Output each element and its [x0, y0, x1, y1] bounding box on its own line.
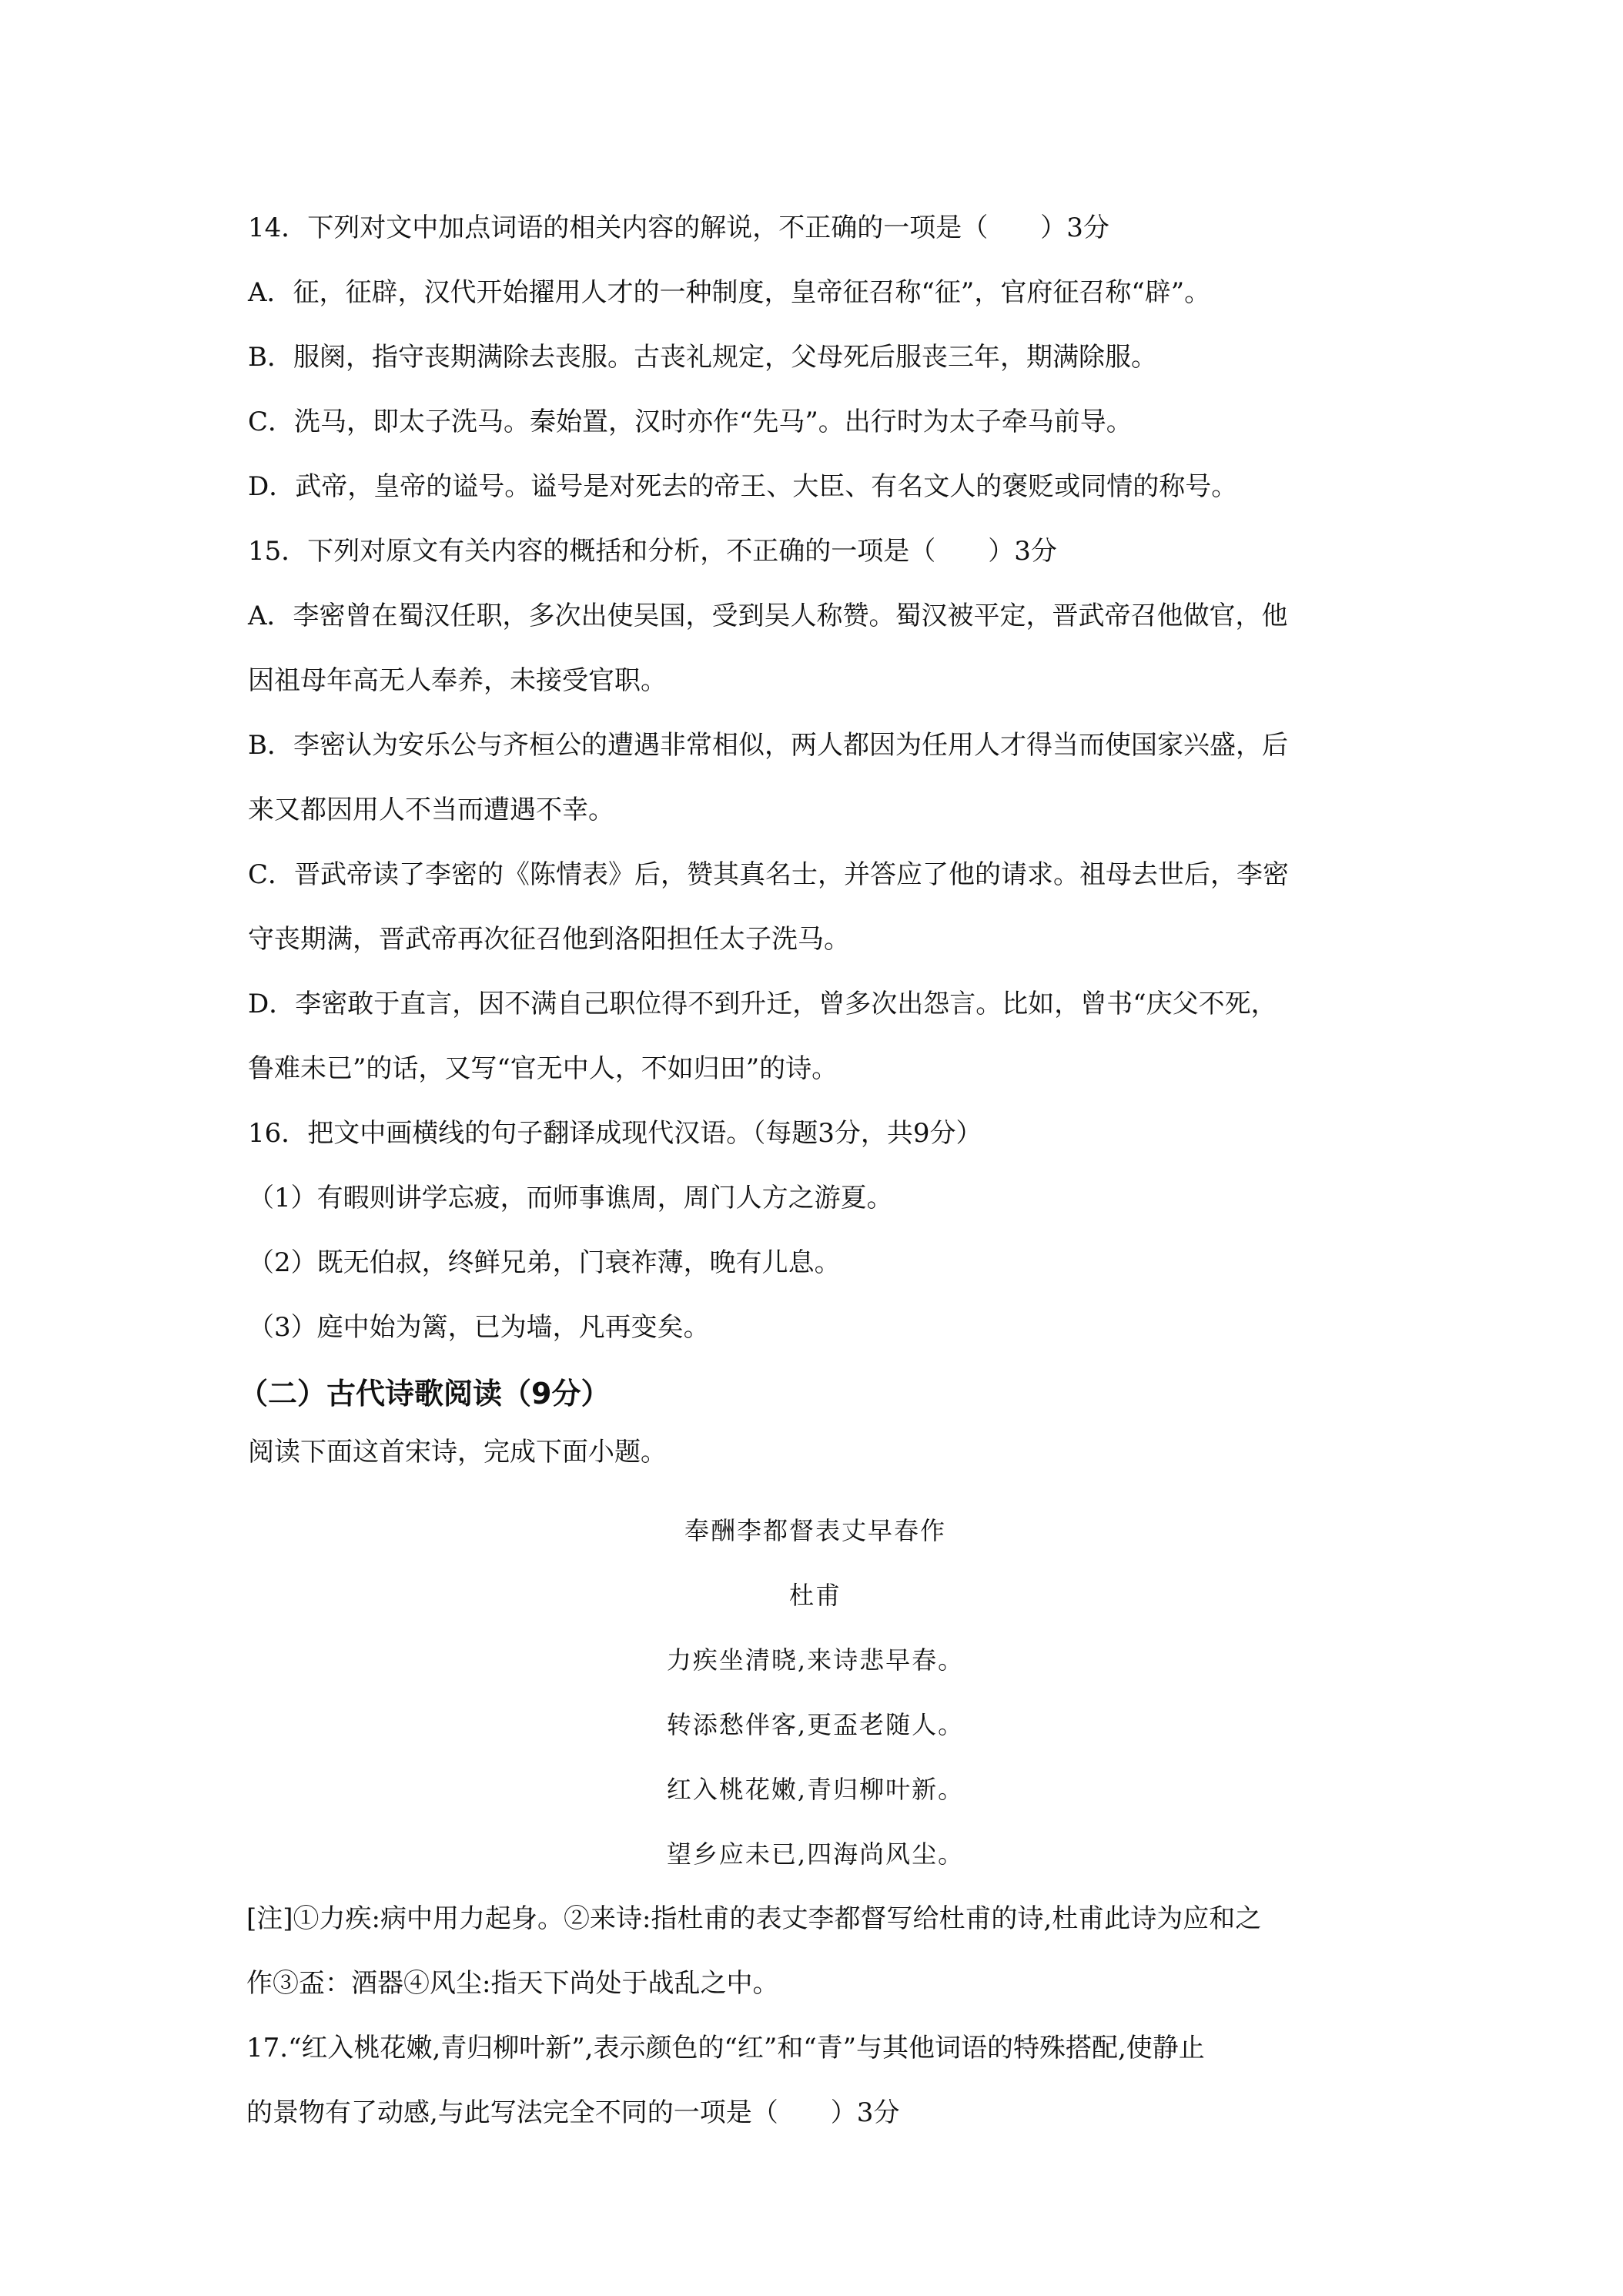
question-14-option-a: A．征，征辟，汉代开始擢用人才的一种制度，皇帝征召称“征”，官府征召称“辟”。: [248, 277, 1211, 308]
option-line: A．李密曾在蜀汉任职，多次出使吴国，受到吴人称赞。蜀汉被平定，晋武帝召他做官，他: [248, 601, 1288, 631]
question-14-option-d: D．武帝，皇帝的谥号。谥号是对死去的帝王、大臣、有名文人的褒贬或同情的称号。: [248, 471, 1238, 502]
option-line: 守丧期满，晋武帝再次征召他到洛阳担任太子洗马。: [248, 924, 850, 955]
question-16-item-3: （3）庭中始为篱，已为墙，凡再变矣。: [248, 1312, 710, 1343]
question-15-option-b: [248, 713, 1383, 842]
question-line: 的景物有了动感,与此写法完全不同的一项是（ ）3分: [246, 2097, 900, 2128]
poem-line: 力疾坐清晓,来诗悲早春。: [666, 1645, 965, 1675]
question-line: 17.“红入桃花嫩,青归柳叶新”,表示颜色的“红”和“青”与其他词语的特殊搭配,使静止: [246, 2033, 1205, 2063]
option-line: B．李密认为安乐公与齐桓公的遭遇非常相似，两人都因为任用人才得当而使国家兴盛，后: [248, 730, 1288, 761]
option-line: C．晋武帝读了李密的《陈情表》后，赞其真名士，并答应了他的请求。祖母去世后，李密: [248, 859, 1290, 890]
question-16-item-2: （2）既无伯叔，终鲜兄弟，门衰祚薄，晚有儿息。: [248, 1247, 841, 1278]
option-line: D．李密敢于直言，因不满自己职位得不到升迁，曾多次出怨言。比如，曾书“庆父不死，: [248, 989, 1277, 1019]
question-14-stem: 14．下列对文中加点词语的相关内容的解说，不正确的一项是（ ）3分: [248, 213, 1109, 243]
option-line: 来又都因用人不当而遭遇不幸。: [248, 795, 614, 825]
question-15-option-d: [248, 972, 1383, 1101]
question-14-option-c: C．洗马，即太子洗马。秦始置，汉时亦作“先马”。出行时为太子牵马前导。: [248, 407, 1133, 437]
poem-line: 望乡应未已,四海尚风尘。: [666, 1839, 965, 1869]
question-15-option-c: [248, 842, 1383, 972]
question-15-stem: 15．下列对原文有关内容的概括和分析，不正确的一项是（ ）3分: [248, 536, 1057, 567]
question-15-option-a: [248, 584, 1383, 713]
section-heading: （二）古代诗歌阅读（9分）: [239, 1377, 611, 1411]
poem-title: 奉酬李都督表丈早春作: [684, 1516, 946, 1545]
question-16-stem: 16．把文中画横线的句子翻译成现代汉语。（每题3分，共9分）: [248, 1118, 982, 1149]
question-14-option-b: B．服阕，指守丧期满除去丧服。古丧礼规定，父母死后服丧三年，期满除服。: [248, 342, 1157, 373]
section-instructions: 阅读下面这首宋诗，完成下面小题。: [248, 1437, 667, 1468]
poem-author: 杜甫: [788, 1581, 842, 1610]
question-16-item-1: （1）有暇则讲学忘疲，而师事谯周，周门人方之游夏。: [248, 1183, 893, 1213]
note-line: [注]①力疾:病中用力起身。②来诗:指杜甫的表丈李都督写给杜甫的诗,杜甫此诗为应和之: [246, 1903, 1262, 1934]
poem: [248, 1498, 1383, 1886]
option-line: 因祖母年高无人奉养，未接受官职。: [248, 665, 667, 696]
poem-line: 红入桃花嫩,青归柳叶新。: [666, 1775, 965, 1804]
poem-notes: [246, 1886, 1383, 2016]
page-content: [239, 209, 1383, 2145]
poem-line: 转添愁伴客,更盃老随人。: [666, 1710, 965, 1739]
note-line: 作③盃：酒器④风尘:指天下尚处于战乱之中。: [246, 1968, 779, 1999]
question-17-stem: [246, 2016, 1383, 2145]
option-line: 鲁难未已”的话，又写“官无中人，不如归田”的诗。: [248, 1053, 838, 1084]
